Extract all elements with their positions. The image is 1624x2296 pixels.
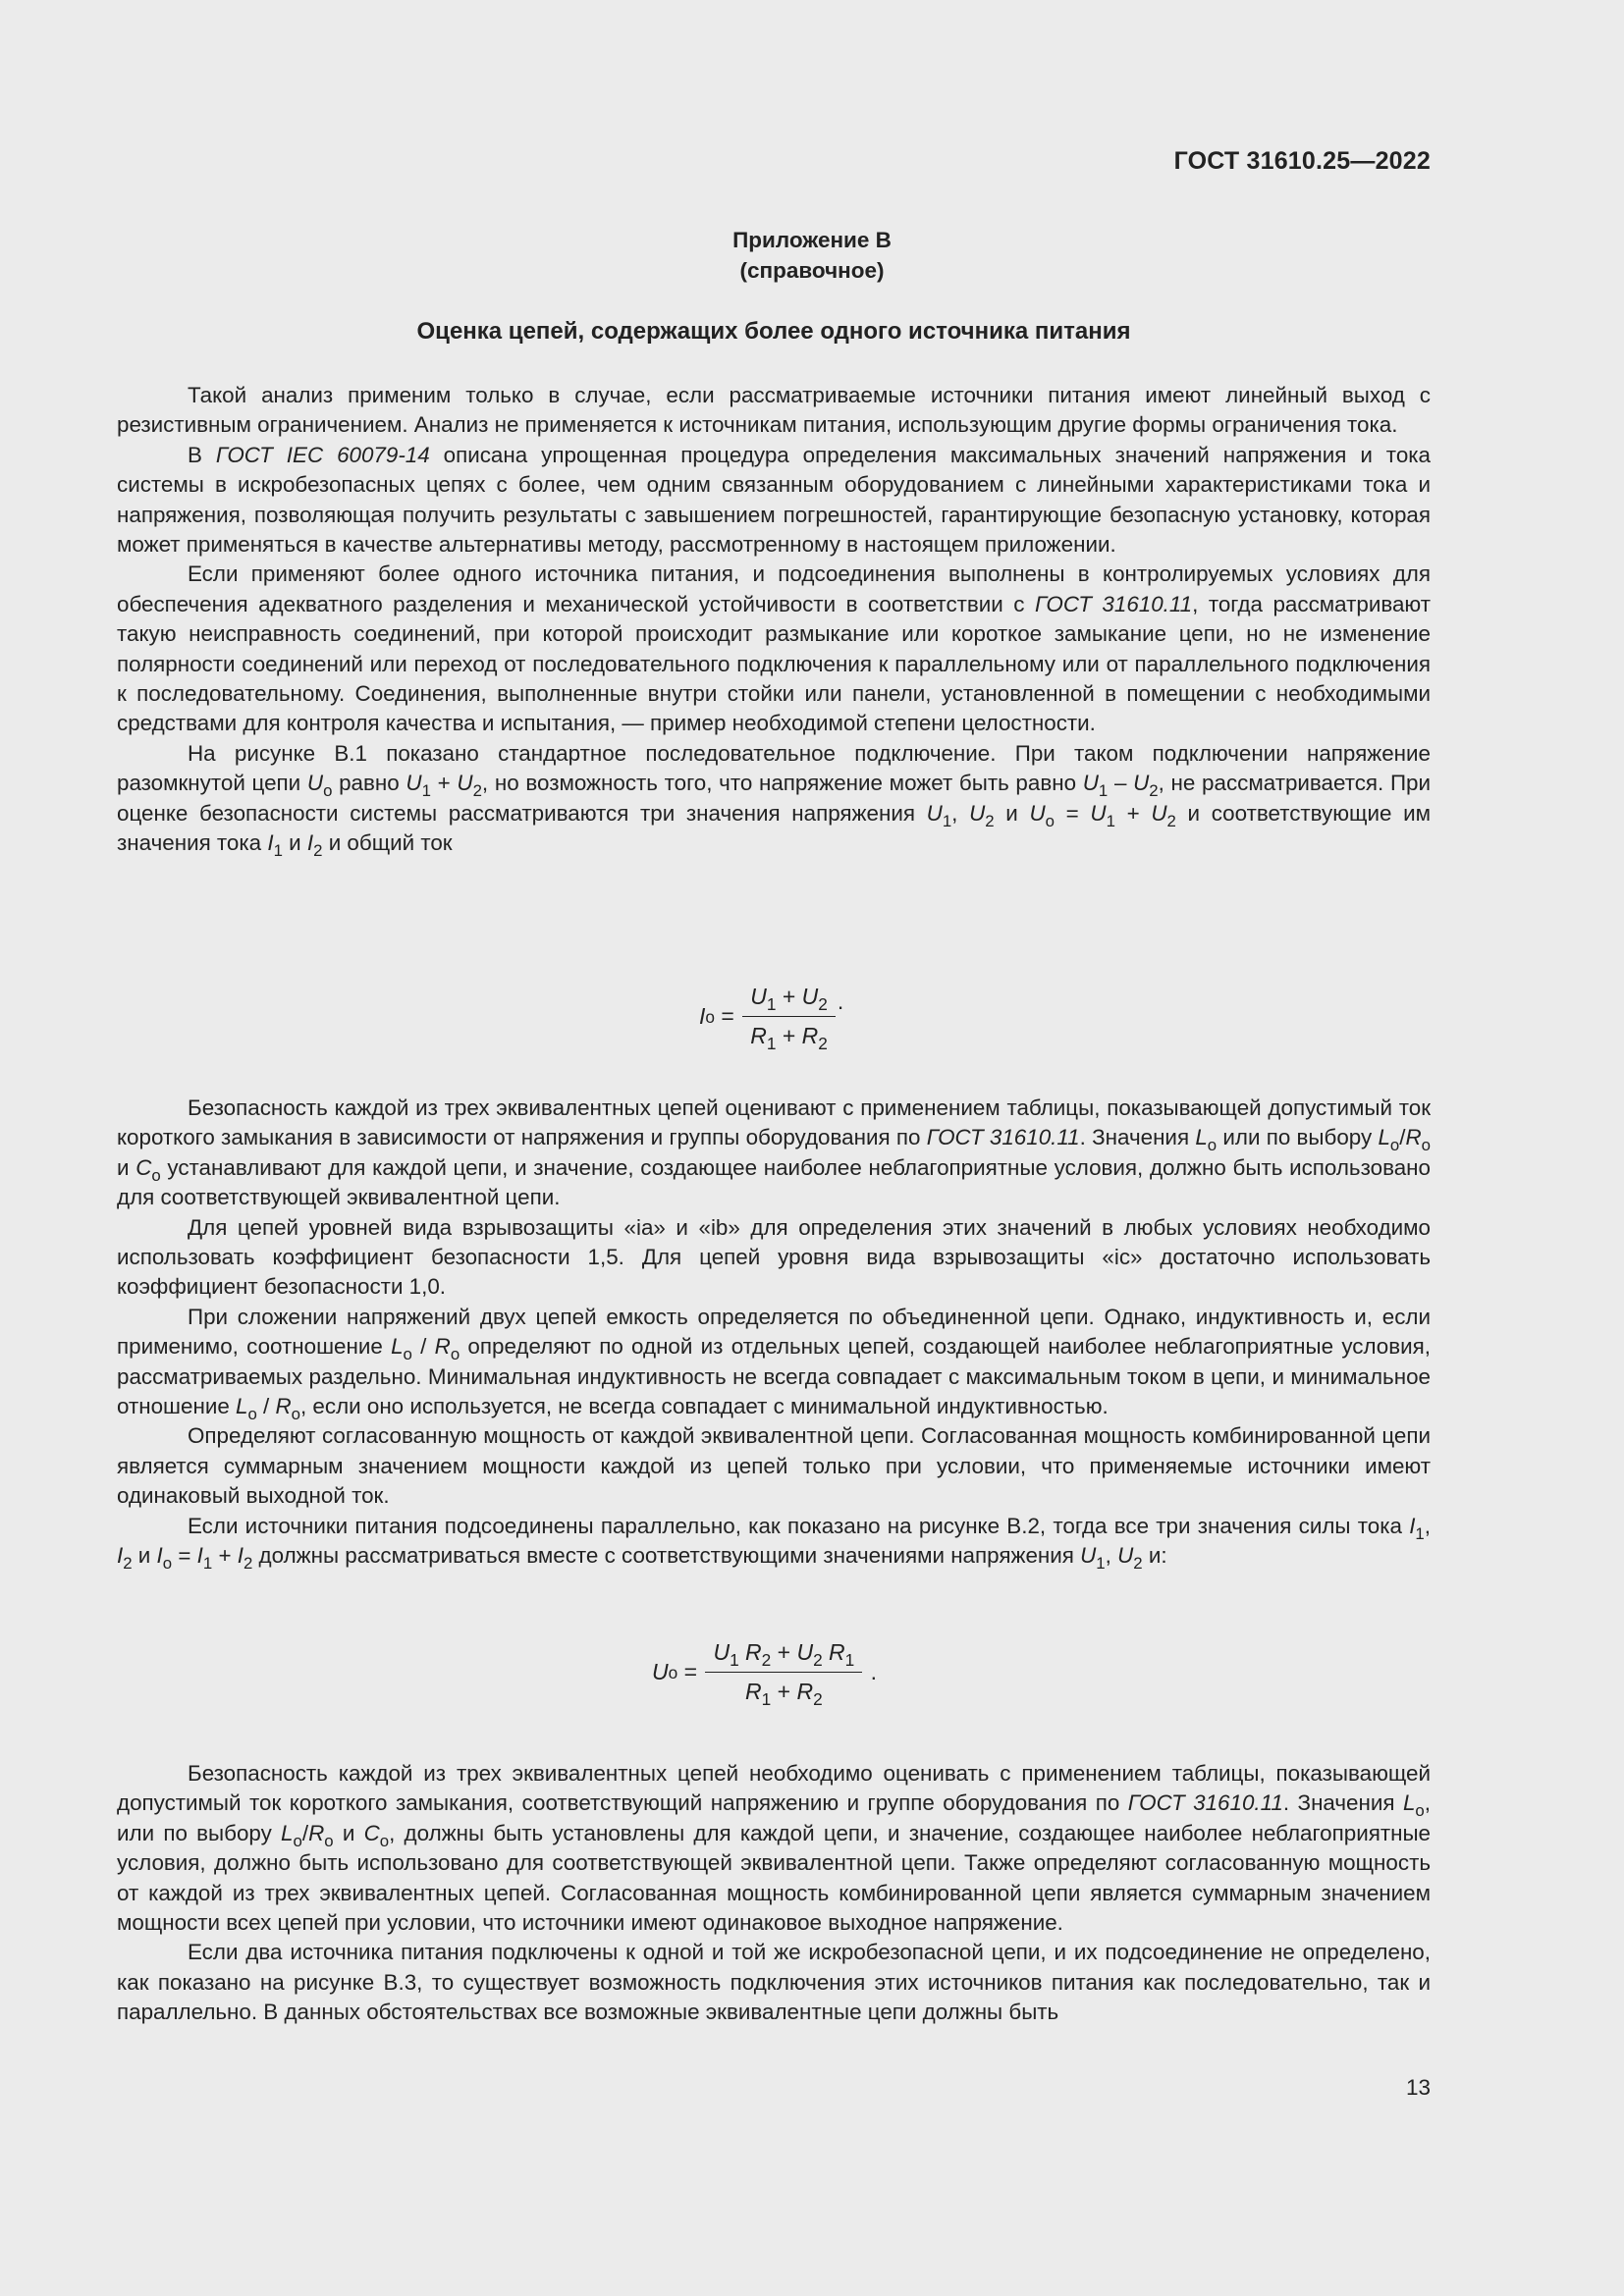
text-block-1 <box>117 381 1431 859</box>
paragraph: Такой анализ применим только в случае, если рассматриваемые источники питания имеют линейный выход с резистивным ограничением. Анализ не применяется к источникам питания, использующим другие формы ограничения тока. <box>117 383 1431 438</box>
paragraph: В ГОСТ IEC 60079-14 описана упрощенная процедура определения максимальных значений напряжения и тока системы в искробезопасных цепях с более, чем одним связанным оборудованием с линейными характеристиками тока и напряжения, позволяющая получить результаты с завышением погрешностей, гарантирующие безопасную установку, которая может применяться в качестве альтернативы методу, рассмотренному в настоящем приложении. <box>117 442 1432 558</box>
paragraph: Безопасность каждой из трех эквивалентных цепей оценивают с применением таблицы, показывающей допустимый ток короткого замыкания в зависимости от напряжения и группы оборудования по ГОСТ 31610.11. Значения $L_o$ или по выбору $L_o/R_o$ и $C_o$ устанавливают для каждой цепи, и значение, создающее наиболее неблагоприятные условия, должно быть использовано для соответствующей эквивалентной цепи. <box>117 1095 1431 1210</box>
standard-reference: ГОСТ 31610.11 <box>926 1125 1080 1150</box>
standard-reference: ГОСТ 31610.11 <box>1034 591 1193 616</box>
section-title: Оценка цепей, содержащих более одного источника питания <box>416 318 1131 345</box>
paragraph: Если источники питания подсоединены параллельно, как показано на рисунке В.2, тогда все три значения силы тока $I_1$, $I_2$ и $I_o = I_1 + I_2$ должны рассматриваться вместе с соответствующими значениями напряжения $U_1$, $U_2$ и: <box>117 1513 1431 1573</box>
annex-label: Приложение В <box>732 228 892 252</box>
paragraph: Безопасность каждой из трех эквивалентных цепей необходимо оценивать с применением таблицы, показывающей допустимый ток короткого замыкания, соответствующий напряжению и группе оборудования по ГОСТ 31610.11. Значения $L_o$, или по выбору $L_o/R_o$ и $C_o$, должны быть установлены для каждой цепи, и значение, создающее наиболее неблагоприятные условия, должно быть использовано для соответствующей эквивалентной цепи. Также определяют согласованную мощность от каждой из трех эквивалентных цепей. Согласованная мощность комбинированной цепи является суммарным значением мощности всех цепей при условии, что источники имеют одинаковое выходное напряжение. <box>117 1761 1432 1936</box>
paragraph: На рисунке В.1 показано стандартное последовательное подключение. При таком подключении напряжение разомкнутой цепи $U_o$ равно $U_1 + U_2$, но возможность того, что напряжение может быть равно $U_1 - U_2$, не рассматривается. При оценке безопасности системы рассматриваются три значения напряжения $U_1$, $U_2$ и $U_o = U_1 + U_2$ и соответствующие им значения тока $I_1$ и $I_2$ и общий ток <box>117 740 1432 860</box>
annex-type: (справочное) <box>739 258 885 283</box>
formula-total-current: I o = $\frac{U_1 + U_2}{R_1 + R_2}$ . <box>699 984 844 1054</box>
paragraph: Если два источника питания подключены к одной и той же искробезопасной цепи, и их подсоединение не определено, как показано на рисунке В.3, то существует возможность подключения этих источников питания как последовательно, так и параллельно. В данных обстоятельствах все возможные эквивалентные цепи должны быть <box>117 1940 1431 2025</box>
paragraph: Для цепей уровней вида взрывозащиты «ia» и «ib» для определения этих значений в любых условиях необходимо использовать коэффициент безопасности 1,5. Для цепей уровня вида взрывозащиты «ic» достаточно использовать коэффициент безопасности 1,0. <box>117 1214 1431 1300</box>
text-block-3 <box>117 1759 1431 2028</box>
paragraph: Определяют согласованную мощность от каждой эквивалентной цепи. Согласованная мощность комбинированной цепи является суммарным значением мощности каждой из цепей только при условии, что применяемые источники имеют одинаковый выходной ток. <box>117 1423 1431 1509</box>
page-number: 13 <box>1405 2075 1431 2100</box>
standard-reference: ГОСТ IEC 60079-14 <box>215 442 430 467</box>
paragraph: Если применяют более одного источника питания, и подсоединения выполнены в контролируемых условиях для обеспечения адекватного разделения и механической устойчивости в соответствии с ГОСТ 31610.11, тогда рассматривают такую неисправность соединений, при которой происходит размыкание или короткое замыкание цепи, но не изменение полярности соединений или переход от последовательного подключения к параллельному или от параллельного подключения к последовательному. Соединения, выполненные внутри стойки или панели, установленной в помещении с необходимыми средствами для контроля качества и испытания, — пример необходимой степени целостности. <box>117 561 1431 736</box>
paragraph: При сложении напряжений двух цепей емкость определяется по объединенной цепи. Однако, индуктивность и, если применимо, соотношение $L_o / R_o$ определяют по одной из отдельных цепей, создающей наиболее неблагоприятные условия, рассматриваемых раздельно. Минимальная индуктивность не всегда совпадает с максимальным током в цепи, и минимальное отношение $L_o / R_o$, если оно используется, не всегда совпадает с минимальной индуктивностью. <box>117 1304 1431 1423</box>
document-header: ГОСТ 31610.25—2022 <box>1173 147 1431 175</box>
annex-heading <box>0 225 1624 286</box>
text-block-2 <box>117 1094 1431 1572</box>
formula-open-circuit-voltage: U o = $\frac{U_1 R_2 + U_2 R_1}{R_1 + R_2}$ . <box>652 1639 878 1710</box>
standard-reference: ГОСТ 31610.11 <box>1127 1790 1283 1816</box>
